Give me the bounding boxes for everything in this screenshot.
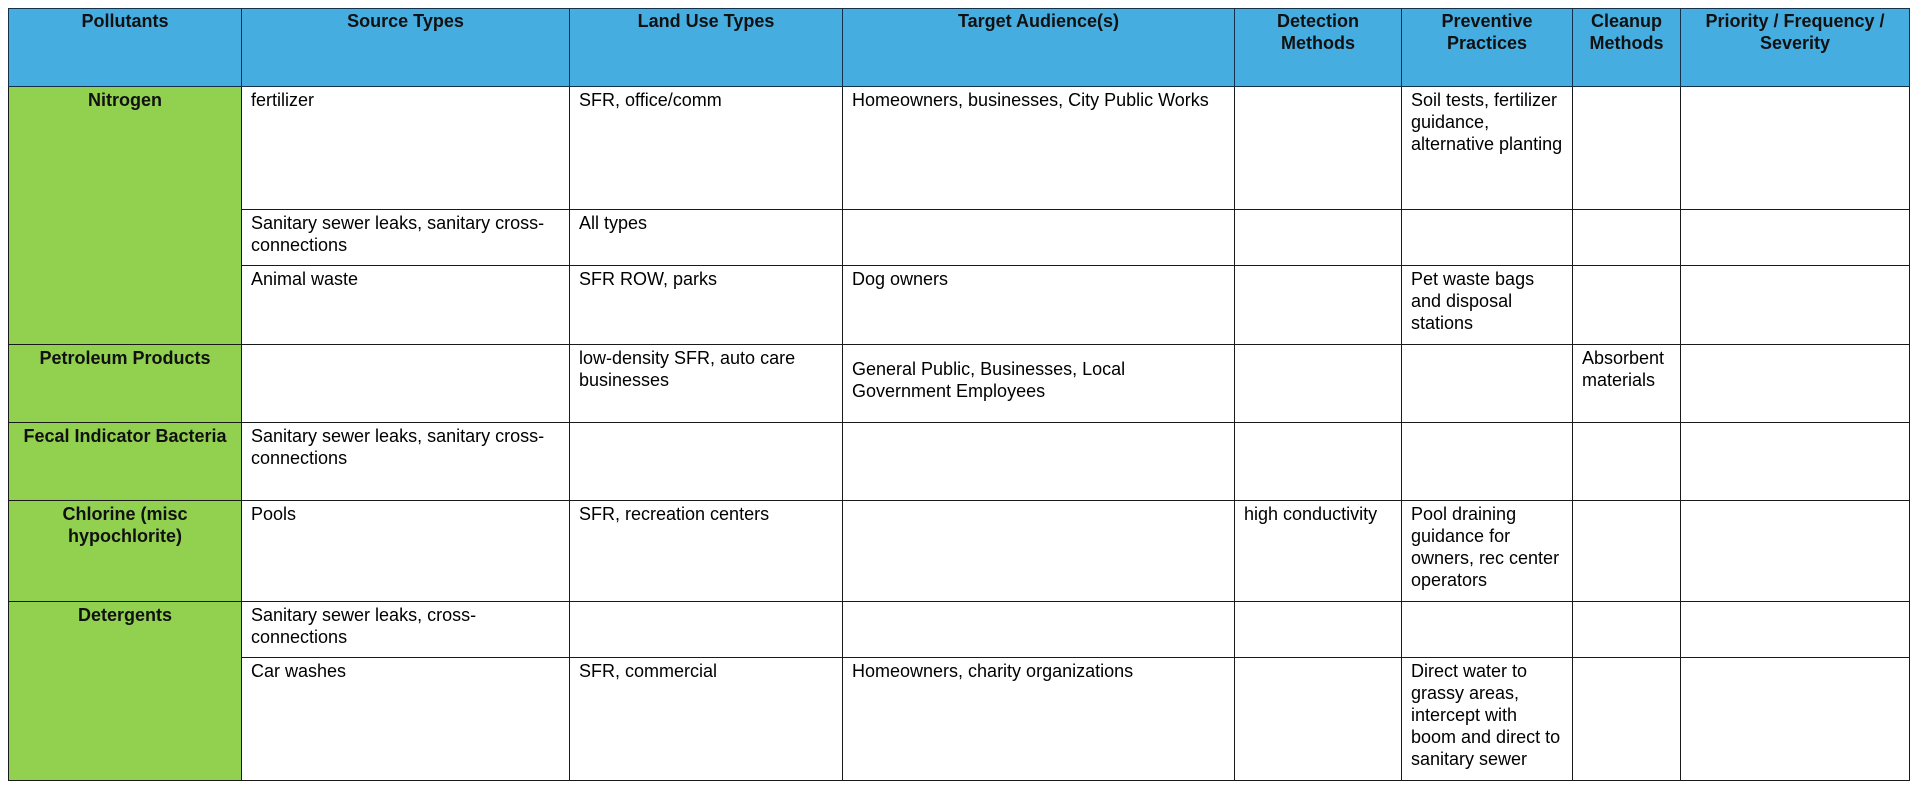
land-use-cell: SFR, commercial xyxy=(570,658,843,781)
header-priority-frequency-severity: Priority / Frequency / Severity xyxy=(1681,9,1910,87)
priority-cell xyxy=(1681,602,1910,658)
land-use-cell: All types xyxy=(570,210,843,266)
priority-cell xyxy=(1681,87,1910,210)
cleanup-cell xyxy=(1573,602,1681,658)
preventive-cell xyxy=(1402,345,1573,423)
detection-cell xyxy=(1235,266,1402,345)
audience-cell: General Public, Businesses, Local Government Employees xyxy=(843,345,1235,423)
cleanup-cell xyxy=(1573,423,1681,501)
source-cell: Pools xyxy=(242,501,570,602)
cleanup-cell xyxy=(1573,266,1681,345)
table-row xyxy=(9,87,1910,210)
source-cell: Sanitary sewer leaks, cross-connections xyxy=(242,602,570,658)
table-row xyxy=(9,266,1910,345)
audience-cell: Homeowners, charity organizations xyxy=(843,658,1235,781)
audience-cell xyxy=(843,501,1235,602)
land-use-cell xyxy=(570,602,843,658)
priority-cell xyxy=(1681,658,1910,781)
land-use-cell xyxy=(570,423,843,501)
preventive-cell: Pool draining guidance for owners, rec center operators xyxy=(1402,501,1573,602)
priority-cell xyxy=(1681,501,1910,602)
header-preventive-practices: Preventive Practices xyxy=(1402,9,1573,87)
cleanup-cell xyxy=(1573,87,1681,210)
detection-cell xyxy=(1235,210,1402,266)
header-cleanup-methods: Cleanup Methods xyxy=(1573,9,1681,87)
audience-cell xyxy=(843,210,1235,266)
audience-cell: Homeowners, businesses, City Public Works xyxy=(843,87,1235,210)
source-cell: Animal waste xyxy=(242,266,570,345)
source-cell: Sanitary sewer leaks, sanitary cross-connections xyxy=(242,423,570,501)
cleanup-cell xyxy=(1573,658,1681,781)
table-row xyxy=(9,423,1910,501)
detection-cell xyxy=(1235,87,1402,210)
preventive-cell: Pet waste bags and disposal stations xyxy=(1402,266,1573,345)
audience-cell xyxy=(843,423,1235,501)
source-cell xyxy=(242,345,570,423)
preventive-cell: Soil tests, fertilizer guidance, alternative planting xyxy=(1402,87,1573,210)
land-use-cell: SFR ROW, parks xyxy=(570,266,843,345)
land-use-cell: low-density SFR, auto care businesses xyxy=(570,345,843,423)
source-cell: fertilizer xyxy=(242,87,570,210)
table-row xyxy=(9,210,1910,266)
detection-cell xyxy=(1235,602,1402,658)
source-cell: Car washes xyxy=(242,658,570,781)
header-detection-methods: Detection Methods xyxy=(1235,9,1402,87)
detection-cell xyxy=(1235,658,1402,781)
cleanup-cell: Absorbent materials xyxy=(1573,345,1681,423)
cleanup-cell xyxy=(1573,210,1681,266)
detection-cell xyxy=(1235,345,1402,423)
priority-cell xyxy=(1681,345,1910,423)
preventive-cell: Direct water to grassy areas, intercept with boom and direct to sanitary sewer xyxy=(1402,658,1573,781)
detection-cell xyxy=(1235,423,1402,501)
table-row xyxy=(9,602,1910,658)
pollutant-cell: Detergents xyxy=(9,602,242,781)
cleanup-cell xyxy=(1573,501,1681,602)
pollutant-cell: Petroleum Products xyxy=(9,345,242,423)
priority-cell xyxy=(1681,210,1910,266)
preventive-cell xyxy=(1402,423,1573,501)
table-row xyxy=(9,501,1910,602)
pollutant-table xyxy=(8,8,1910,781)
header-pollutants: Pollutants xyxy=(9,9,242,87)
header-target-audience: Target Audience(s) xyxy=(843,9,1235,87)
header-row xyxy=(9,9,1910,87)
pollutant-cell: Chlorine (misc hypochlorite) xyxy=(9,501,242,602)
preventive-cell xyxy=(1402,602,1573,658)
pollutant-cell: Fecal Indicator Bacteria xyxy=(9,423,242,501)
table-row xyxy=(9,345,1910,423)
priority-cell xyxy=(1681,266,1910,345)
land-use-cell: SFR, recreation centers xyxy=(570,501,843,602)
audience-cell xyxy=(843,602,1235,658)
pollutant-cell: Nitrogen xyxy=(9,87,242,345)
land-use-cell: SFR, office/comm xyxy=(570,87,843,210)
source-cell: Sanitary sewer leaks, sanitary cross-connections xyxy=(242,210,570,266)
audience-cell: Dog owners xyxy=(843,266,1235,345)
preventive-cell xyxy=(1402,210,1573,266)
detection-cell: high conductivity xyxy=(1235,501,1402,602)
table-row xyxy=(9,658,1910,781)
header-land-use-types: Land Use Types xyxy=(570,9,843,87)
header-source-types: Source Types xyxy=(242,9,570,87)
priority-cell xyxy=(1681,423,1910,501)
